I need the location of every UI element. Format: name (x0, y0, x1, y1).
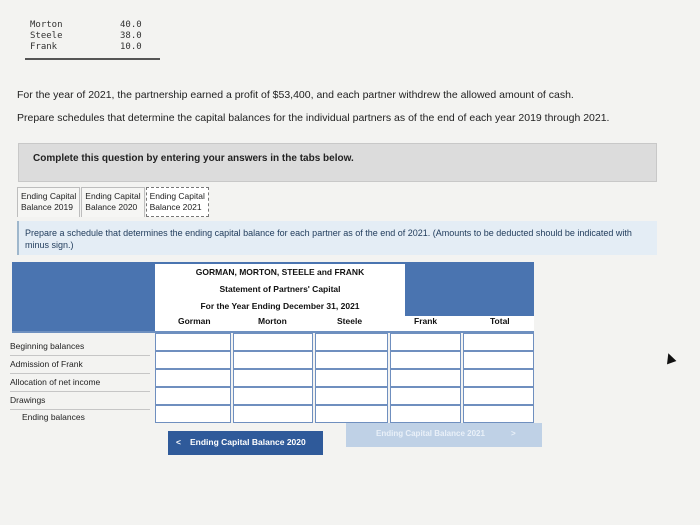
next-button-label: Ending Capital Balance 2021 (376, 429, 485, 438)
input-cell-morton[interactable] (233, 333, 313, 351)
partner-name: Steele (30, 31, 63, 41)
tab-label-line1: Ending Capital (85, 191, 141, 201)
instruction-banner (18, 143, 657, 182)
input-cell-frank[interactable] (390, 387, 461, 405)
input-cell-total[interactable] (463, 351, 534, 369)
question-text-profit: For the year of 2021, the partnership earned a profit of $53,400, and each partner withdrew the allowed amount of cash. (17, 89, 574, 101)
statement-title-text (155, 264, 405, 315)
banner-text: Complete this question by entering your answers in the tabs below. (33, 153, 354, 164)
tab-label-line2: Balance 2019 (21, 202, 73, 212)
tab-label-line1: Ending Capital (149, 191, 205, 201)
ratio-table (30, 20, 160, 53)
partner-name: Frank (30, 42, 58, 52)
input-cell-frank[interactable] (390, 351, 461, 369)
prev-button-label: Ending Capital Balance 2020 (190, 437, 306, 447)
tab-bar (17, 187, 210, 217)
input-cell-frank[interactable] (390, 333, 461, 351)
input-cell-steele[interactable] (315, 405, 388, 423)
input-cell-morton[interactable] (233, 405, 313, 423)
input-cell-gorman[interactable] (155, 369, 231, 387)
row-label-beginning: Beginning balances (10, 337, 150, 356)
input-cell-total[interactable] (463, 369, 534, 387)
chevron-left-icon: < (176, 437, 181, 447)
row-label-drawings: Drawings (10, 391, 150, 410)
row-label-admission: Admission of Frank (10, 355, 150, 374)
input-cell-steele[interactable] (315, 333, 388, 351)
input-cell-gorman[interactable] (155, 333, 231, 351)
tab-label-line2: Balance 2020 (85, 202, 138, 212)
col-header-gorman: Gorman (178, 316, 211, 326)
ratio-row (30, 20, 160, 31)
input-cell-gorman[interactable] (155, 387, 231, 405)
prev-tab-button[interactable] (168, 431, 323, 455)
tab-instruction (17, 221, 657, 255)
statement-period: For the Year Ending December 31, 2021 (200, 301, 360, 311)
row-label-ending: Ending balances (22, 412, 85, 422)
input-cell-frank[interactable] (390, 405, 461, 423)
chevron-right-icon: > (511, 429, 516, 438)
ratio-row (30, 42, 160, 53)
input-cell-morton[interactable] (233, 351, 313, 369)
tab-label-line1: Ending Capital (21, 191, 77, 201)
input-cell-gorman[interactable] (155, 405, 231, 423)
ratio-row (30, 31, 160, 42)
question-text-instructions: Prepare schedules that determine the capital balances for the individual partners as of the end of each year 2019 through 2021. (17, 112, 610, 124)
partner-name: Morton (30, 20, 63, 30)
input-cell-morton[interactable] (233, 387, 313, 405)
input-cell-total[interactable] (463, 387, 534, 405)
mouse-cursor-icon (664, 352, 677, 365)
tab-label-line2: Balance 2021 (149, 202, 202, 212)
input-cell-gorman[interactable] (155, 351, 231, 369)
input-cell-total[interactable] (463, 405, 534, 423)
input-cell-morton[interactable] (233, 369, 313, 387)
input-cell-steele[interactable] (315, 369, 388, 387)
col-header-morton: Morton (258, 316, 287, 326)
tab-balance-2020[interactable] (81, 187, 144, 217)
statement-subtitle: Statement of Partners' Capital (219, 284, 341, 294)
col-header-total: Total (490, 316, 510, 326)
col-header-steele: Steele (337, 316, 363, 326)
input-cell-frank[interactable] (390, 369, 461, 387)
col-header-frank: Frank (414, 316, 438, 326)
statement-title: GORMAN, MORTON, STEELE and FRANK (195, 267, 365, 277)
instruction-text: Prepare a schedule that determines the ending capital balance for each partner as of the end of 2021. (Amounts to be deducted should be indicated with minus sign.) (25, 228, 632, 250)
input-cell-steele[interactable] (315, 387, 388, 405)
row-label-allocation: Allocation of net income (10, 373, 150, 392)
partner-ratio: 38.0 (120, 31, 142, 41)
partner-ratio: 40.0 (120, 20, 142, 30)
next-tab-button[interactable] (346, 423, 542, 447)
tab-balance-2021[interactable] (146, 187, 209, 217)
tab-balance-2019[interactable] (17, 187, 80, 217)
partner-ratio: 10.0 (120, 42, 142, 52)
table-rule (25, 58, 160, 60)
input-cell-steele[interactable] (315, 351, 388, 369)
input-cell-total[interactable] (463, 333, 534, 351)
